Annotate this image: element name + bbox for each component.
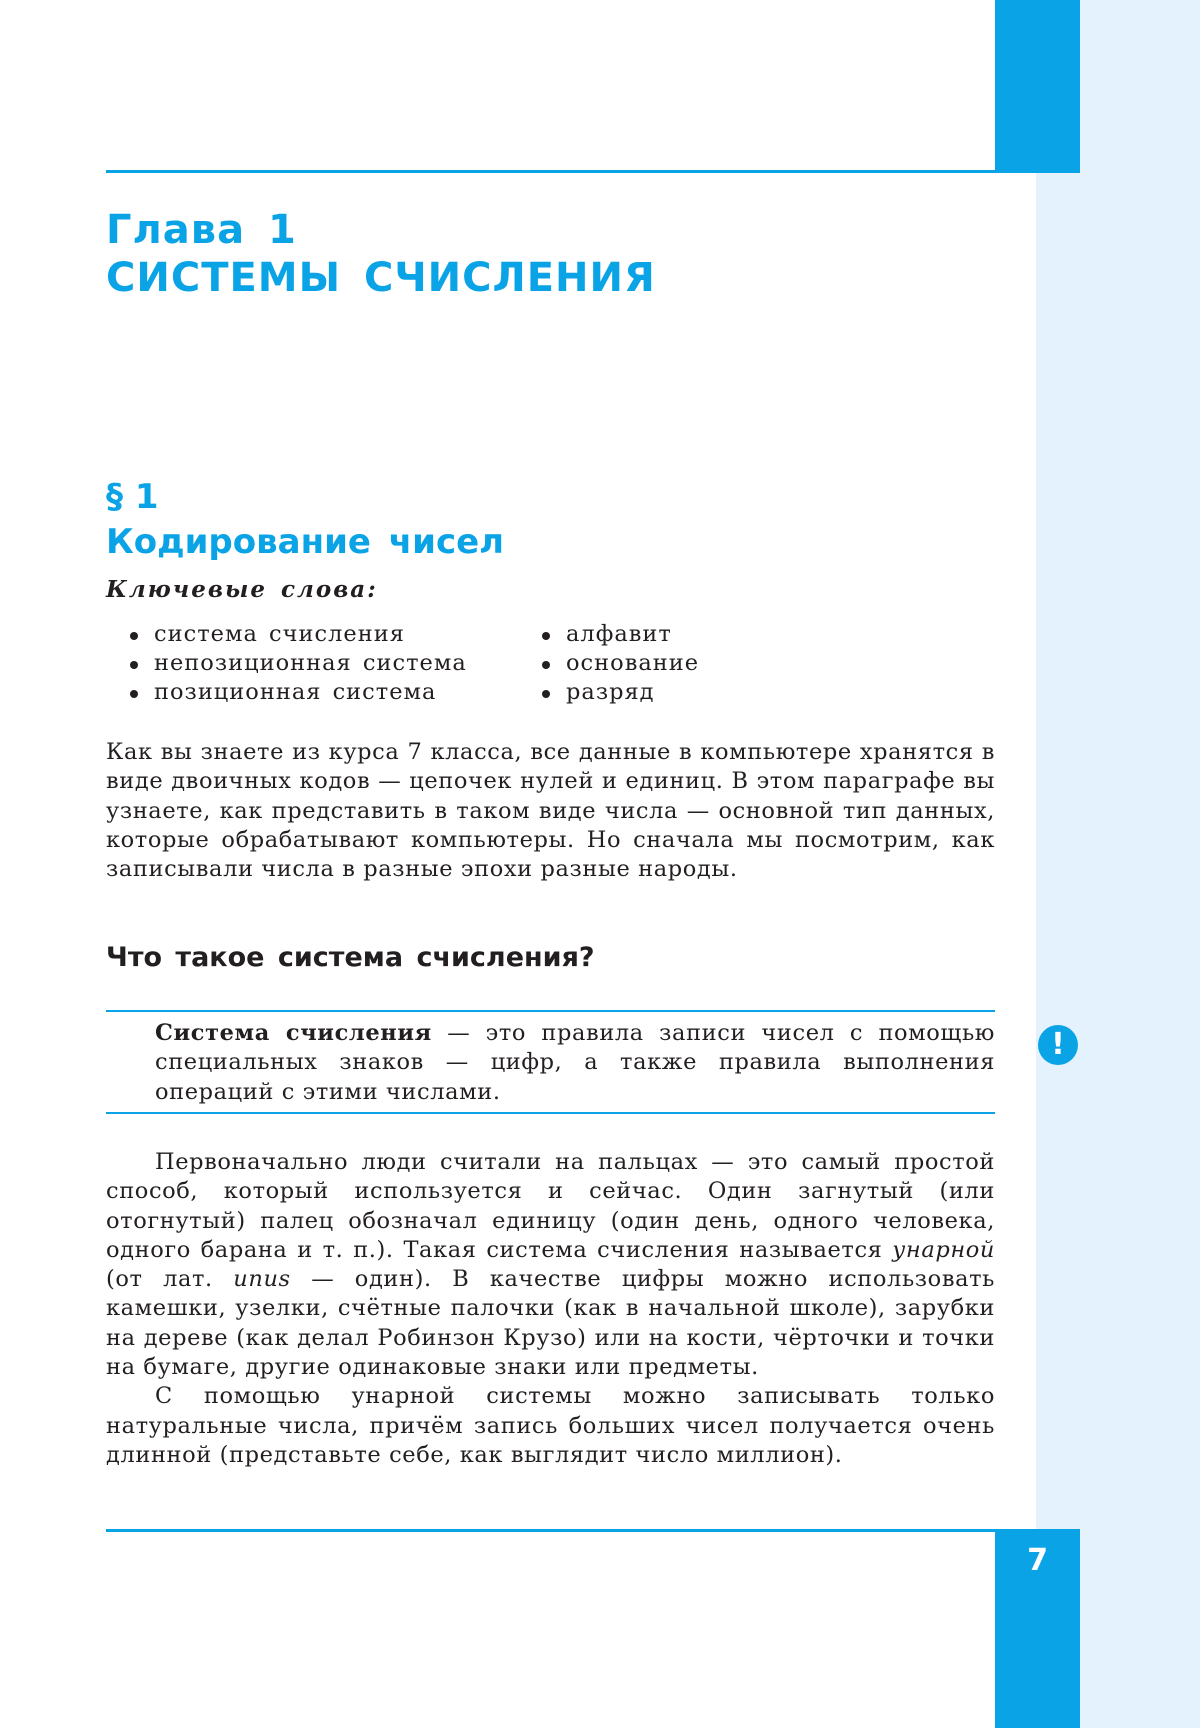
- keyword-item: система счисления: [126, 620, 467, 649]
- latin-word: unus: [233, 1266, 291, 1293]
- body-text-run: Первоначально люди считали на пальцах — это самый простой способ, который используется и сейчас. Один загнутый (или отогнутый) палец обозначал единицу (один день, одного человека, одного барана и т. п.). Такая система счисления называется: [106, 1149, 995, 1263]
- keywords-list-right: [538, 620, 699, 707]
- keywords-heading: Ключевые слова:: [106, 576, 378, 603]
- chapter-label: Глава 1: [106, 207, 297, 253]
- term-unary: унарной: [892, 1236, 995, 1263]
- definition-term: Система счисления: [155, 1020, 432, 1046]
- definition-rule-top: [106, 1010, 995, 1012]
- definition-box: [155, 1019, 995, 1107]
- keyword-item: основание: [538, 649, 699, 678]
- chapter-title: СИСТЕМЫ СЧИСЛЕНИЯ: [106, 255, 656, 301]
- body-paragraph-1: [106, 1148, 995, 1382]
- subsection-heading: Что такое система счисления?: [106, 942, 595, 973]
- keyword-item: позиционная система: [126, 678, 467, 707]
- side-strip: [1036, 0, 1200, 1728]
- section-number: § 1: [106, 477, 159, 517]
- body-text-run: — один). В качестве цифры можно использовать камешки, узелки, счётные палочки (как в начальной школе), зарубки на дереве (как делал Робинзон Крузо) или на кости, чёрточки и точки на бумаге, другие одинаковые знаки или предметы.: [106, 1266, 995, 1381]
- definition-text: — это правила записи чисел с помощью специальных знаков — цифр, а также правила выполнения операций с этими числами.: [155, 1020, 995, 1105]
- page-number: 7: [1027, 1543, 1048, 1578]
- keyword-item: непозиционная система: [126, 649, 467, 678]
- page-tab-top: [995, 0, 1080, 173]
- body-text: [106, 1148, 995, 1470]
- exclamation-icon: !: [1038, 1025, 1078, 1065]
- body-paragraph-2: С помощью унарной системы можно записывать только натуральные числа, причём запись больших чисел получается очень длинной (представьте себе, как выглядит число миллион).: [106, 1383, 995, 1468]
- footer-rule: [106, 1529, 995, 1532]
- definition-rule-bottom: [106, 1112, 995, 1114]
- body-text-run: (от лат.: [106, 1266, 234, 1293]
- section-title: Кодирование чисел: [106, 522, 505, 562]
- header-rule: [106, 170, 995, 173]
- keywords-list-left: [126, 620, 467, 707]
- keyword-item: алфавит: [538, 620, 699, 649]
- intro-paragraph: Как вы знаете из курса 7 класса, все данные в компьютере хранятся в виде двоичных кодов — цепочек нулей и единиц. В этом параграфе вы узнаете, как представить в таком виде числа — основной тип данных, которые обрабатывают компьютеры. Но сначала мы посмотрим, как записывали числа в разные эпохи разные народы.: [106, 739, 995, 883]
- keyword-item: разряд: [538, 678, 699, 707]
